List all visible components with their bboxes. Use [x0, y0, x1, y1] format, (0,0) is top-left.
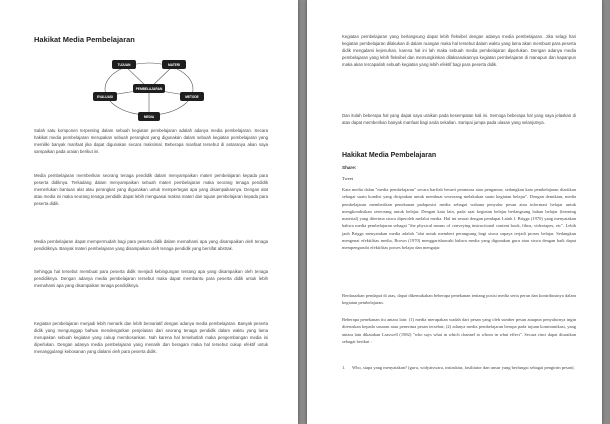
svg-text:PEMBELAJARAN: PEMBELAJARAN [135, 87, 163, 91]
diagram-node-tujuan [112, 60, 136, 69]
svg-text:EVALUASI: EVALUASI [97, 95, 113, 99]
section-title: Hakikat Media Pembelajaran [342, 152, 437, 159]
list-item [342, 364, 576, 371]
paragraph: Dan itulah beberapa hal yang dapat saya uraikan pada kesempatan kali ini. Semoga beberapa hal yang saya jelaskan di atas dapat memberikan banyak manfaat bagi anda sekalian. Sampai jumpa pada ulasan yang selanjutnya. [342, 113, 576, 126]
list-item-number: 1. [342, 365, 346, 370]
share-label: Share: [342, 165, 357, 170]
paragraph: Kegiatan pembelajaran menjadi lebih menarik dan lebih bervariatif dengan adanya media pembelajaran. Banyak peserta didik yang mengunggap bahwa mendengarkan penjelasan dari seorang tenaga pendidik dalam waktu yang lama merupakan sebuah kegiatan yang cukup membosankan. Nah karena hal tersebutlah maka pengembangan media ini diperlukan. Dengan adanya media pembelajaran yang menarik dan beragam maka hal tersebut cukup efektif untuk menanggulangi kebosanan yang dialami oleh para peserta didik. [34, 321, 268, 355]
paragraph: Berdasarkan pendapat di atas, dapat dikemukakan beberapa penekanan tentang posisi media serta peran dan kontribusinya dalam kegiatan pembelajaran. [342, 293, 576, 306]
paragraph: Media pembelajaran dapat mempermudah bagi para peserta didik dalam memahami apa yang disampaikan oleh tenaga pendidiknya. Banyak materi pembelajaran yang disampaikan oleh tenaga pendidik yang bersifat abstrak. [34, 239, 268, 252]
page-title: Hakikat Media Pembelajaran [34, 35, 135, 44]
paragraph: Kata media dalan "media pembelajaran" secara harfiah berarti perantara atau pengantar; sedangkan kata pembelajaran diartikan sebagai suatu kondisi yang diciptakan untuk membuat seseorang melakukan suatu kegiatan belajar". Dengan demikian, media pembelajaran memberikan penekanan padaposisi media sebagai wahana penyalur pesan atau informasi belajar untuk mengkondisikan seseorang untuk belajar. Dengan kata lain, pada saat kegiatan belajar berlangsung bahan belajar (learning material) yang diterima siswa diperoleh melalui media. Hal ini sesuai dengan pendapat Latuh I. Briggs (1970) yang menyatakan bahwa media pembelajaran sebagai "the physical means of conveying instructional content book, films, videotapes, etc". Lebih jauh Briggs menyatakan media adalah "alat untuk memberi perangsang bagi siswa supaya terjadi proses belajar. Sedangkan mengenai efektifitas media, Brown (1970) menggarisbawahi bahwa media yang digunakan guru atau siswa dengan baik dapat mempengaruhi efektifitas proses belajar dan mengajar. [342, 187, 576, 251]
tweet-link[interactable]: Tweet [342, 176, 354, 181]
diagram-node-evaluasi [93, 92, 117, 101]
paragraph: Sehingga hal tersebut membuat para peserta didik menjadi kebingungan tentang apa yang disampaikan oleh tenaga pendidiknya. Dengan adanya media pembelajaran tersebut maka dapat membantu para peserta didik untuk lebih memahami apa yang disampaikan tenaga pendidiknya. [34, 269, 268, 289]
svg-text:METODE: METODE [185, 95, 199, 99]
svg-text:TUJUAN: TUJUAN [117, 63, 131, 67]
paragraph: Beberapa penekanan itu antara lain: (1) media merupakan wadah dari pesan yang oleh sumber pesan ataupun penyalurnya ingin diteruskan kepada sasaran atau penerima pesan tersebut; (2) adanya media pembelajaran berupa pada tujuan kominunikasi, yang antara lain dikatakan Lasswell (1982) "who says what in which channel to whom in what effect". Secara rinci dapat diuraikan sebagai berikut : [342, 317, 576, 344]
svg-text:MATERI: MATERI [168, 63, 180, 67]
diagram-node-media [138, 112, 160, 121]
diagram-node-metode [180, 92, 204, 101]
diagram-node-materi [162, 60, 186, 69]
svg-text:MEDIA: MEDIA [143, 115, 155, 119]
diagram-center-node [133, 84, 165, 93]
learning-components-diagram [88, 54, 210, 124]
document-page-1 [0, 0, 298, 424]
paragraph: Salah satu komponen terpenting dalam sebuah kegiatan pembelajaran adalah adanya media pembelajaran. Secara hakikat media pembelajaran merupakan sebuah perangkat yang digunakan dalam sebuah kegiatan pembelajaran yang memiliki banyak manfaat jika dapat digunakan secara maksimal. Beberapa manfaat tersebut di antaranya akan saya sampaikan pada uraian berikut ini. [34, 128, 268, 155]
paragraph: Media pembelajaran memberikan seorang tenaga pendidik dalam menyampaikan materi pembelajaran kepada para peserta didiknya. Terkadang dalam menyampaikan sebuah materi pembelajaran maka seorang tenaga pendidik memerlukan bantuan alat atau perangkat yang digunakan untuk mempertegas apa yang disampaikannya. Dengan alat atau media ini maka seorang tenaga pendidik dapat lebih menguasai makna materi dan tujuan pembelajaran kepada para peserta didik. [34, 173, 268, 207]
paragraph: Kegiatan pembelajaran yang berlangsung dapat lebih fleksibel dengan adanya media pembelajaran. Jika selagi hari kegiatan pembelajaran dilakukan di dalam ruangan maka hal tersebut dalam waktu yang lama akan membuat para peserta didik mengalami kejenuhan, karena hal ini lah maka sebuah media pembelajaran diperlukan. Dengan adanya media pembelajaran yang lebih fleksibel dan memungkinkan dilaksanakannya kegiatan pembelajaran di manapun dan kapanpun maka akan tercapailah sebuah kegiatan yang lebih efektif bagi para peserta didik. [342, 34, 576, 68]
list-item-text: Who, siapa yang menyatakan? (guru, widyaiswara, instruktur, fasilitator dan unsur yang berfungsi sebagai pengirim pesan). [352, 365, 575, 370]
document-page-2 [307, 0, 602, 424]
